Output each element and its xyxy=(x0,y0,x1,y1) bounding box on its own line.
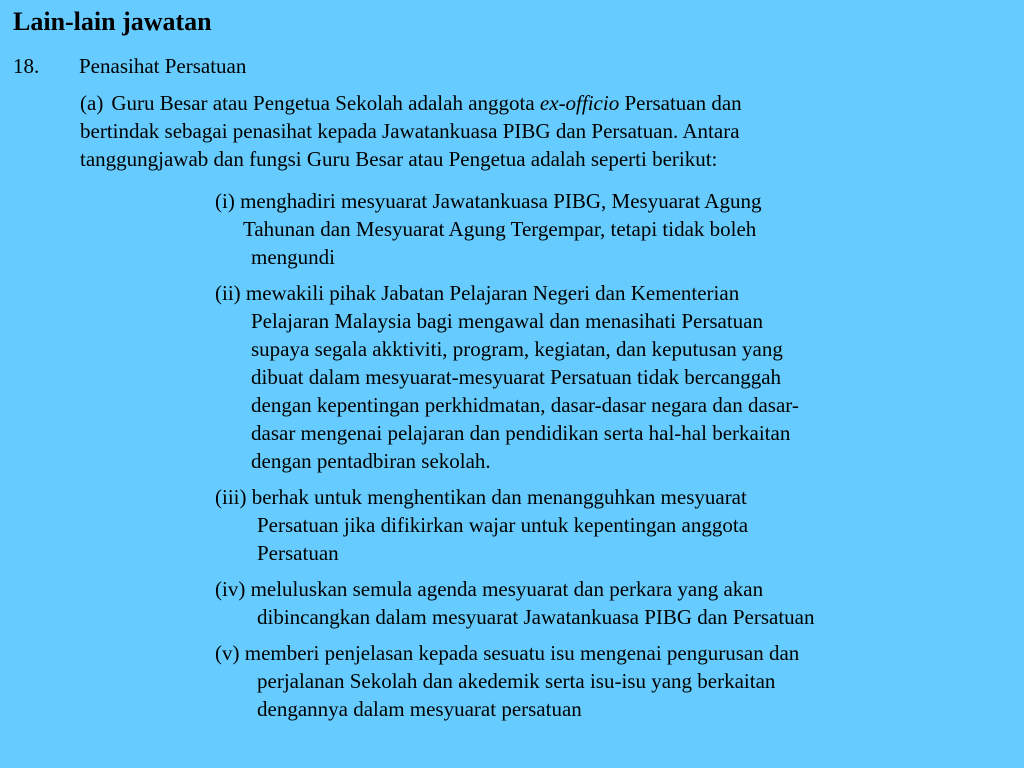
list-item-line: Tahunan dan Mesyuarat Agung Tergempar, tetapi tidak boleh xyxy=(243,217,757,241)
paragraph-line: tanggungjawab dan fungsi Guru Besar atau Pengetua adalah seperti berikut: xyxy=(80,147,718,171)
list-item-line: Pelajaran Malaysia bagi mengawal dan menasihati Persatuan xyxy=(251,309,763,333)
paragraph-line: bertindak sebagai penasihat kepada Jawatankuasa PIBG dan Persatuan. Antara xyxy=(80,119,740,143)
paragraph-text: Guru Besar atau Pengetua Sekolah adalah anggota xyxy=(111,91,540,115)
list-item-line: Persatuan xyxy=(257,541,339,565)
list-item xyxy=(215,575,1020,631)
list-item-line: dibincangkan dalam mesyuarat Jawatankuasa PIBG dan Persatuan xyxy=(257,605,815,629)
list-item-line: Persatuan jika difikirkan wajar untuk kepentingan anggota xyxy=(257,513,749,537)
paragraph-line xyxy=(80,89,1010,117)
list-item xyxy=(215,279,1020,475)
paragraph-a xyxy=(80,89,1010,173)
list-item xyxy=(215,483,1020,567)
section-title: Penasihat Persatuan xyxy=(79,54,247,78)
list-item-line: perjalanan Sekolah dan akedemik serta isu-isu yang berkaitan xyxy=(257,669,776,693)
list-item-line: dengannya dalam mesyuarat persatuan xyxy=(257,697,582,721)
list-item-line: (v) memberi penjelasan kepada sesuatu isu mengenai pengurusan dan xyxy=(215,641,800,665)
duties-list xyxy=(215,187,1020,731)
list-item-line: (iii) berhak untuk menghentikan dan menangguhkan mesyuarat xyxy=(215,485,747,509)
section-heading xyxy=(13,52,246,80)
list-item-line: (i) menghadiri mesyuarat Jawatankuasa PIBG, Mesyuarat Agung xyxy=(215,189,762,213)
slide-title: Lain-lain jawatan xyxy=(13,7,212,36)
list-item-line: mengundi xyxy=(251,245,335,269)
list-item-line: dengan pentadbiran sekolah. xyxy=(251,449,491,473)
paragraph-tag: (a) xyxy=(80,91,104,115)
list-item xyxy=(215,639,1020,723)
list-item xyxy=(215,187,1020,271)
paragraph-italic-term: ex-officio xyxy=(539,91,620,115)
paragraph-text: Persatuan dan xyxy=(619,91,742,115)
list-item-line: supaya segala akktiviti, program, kegiatan, dan keputusan yang xyxy=(251,337,783,361)
list-item-line: (ii) mewakili pihak Jabatan Pelajaran Negeri dan Kementerian xyxy=(215,281,740,305)
list-item-line: dibuat dalam mesyuarat-mesyuarat Persatuan tidak bercanggah xyxy=(251,365,782,389)
list-item-line: (iv) meluluskan semula agenda mesyuarat dan perkara yang akan xyxy=(215,577,764,601)
list-item-line: dasar mengenai pelajaran dan pendidikan serta hal-hal berkaitan xyxy=(251,421,791,445)
section-number: 18. xyxy=(13,54,40,78)
list-item-line: dengan kepentingan perkhidmatan, dasar-dasar negara dan dasar- xyxy=(251,393,799,417)
